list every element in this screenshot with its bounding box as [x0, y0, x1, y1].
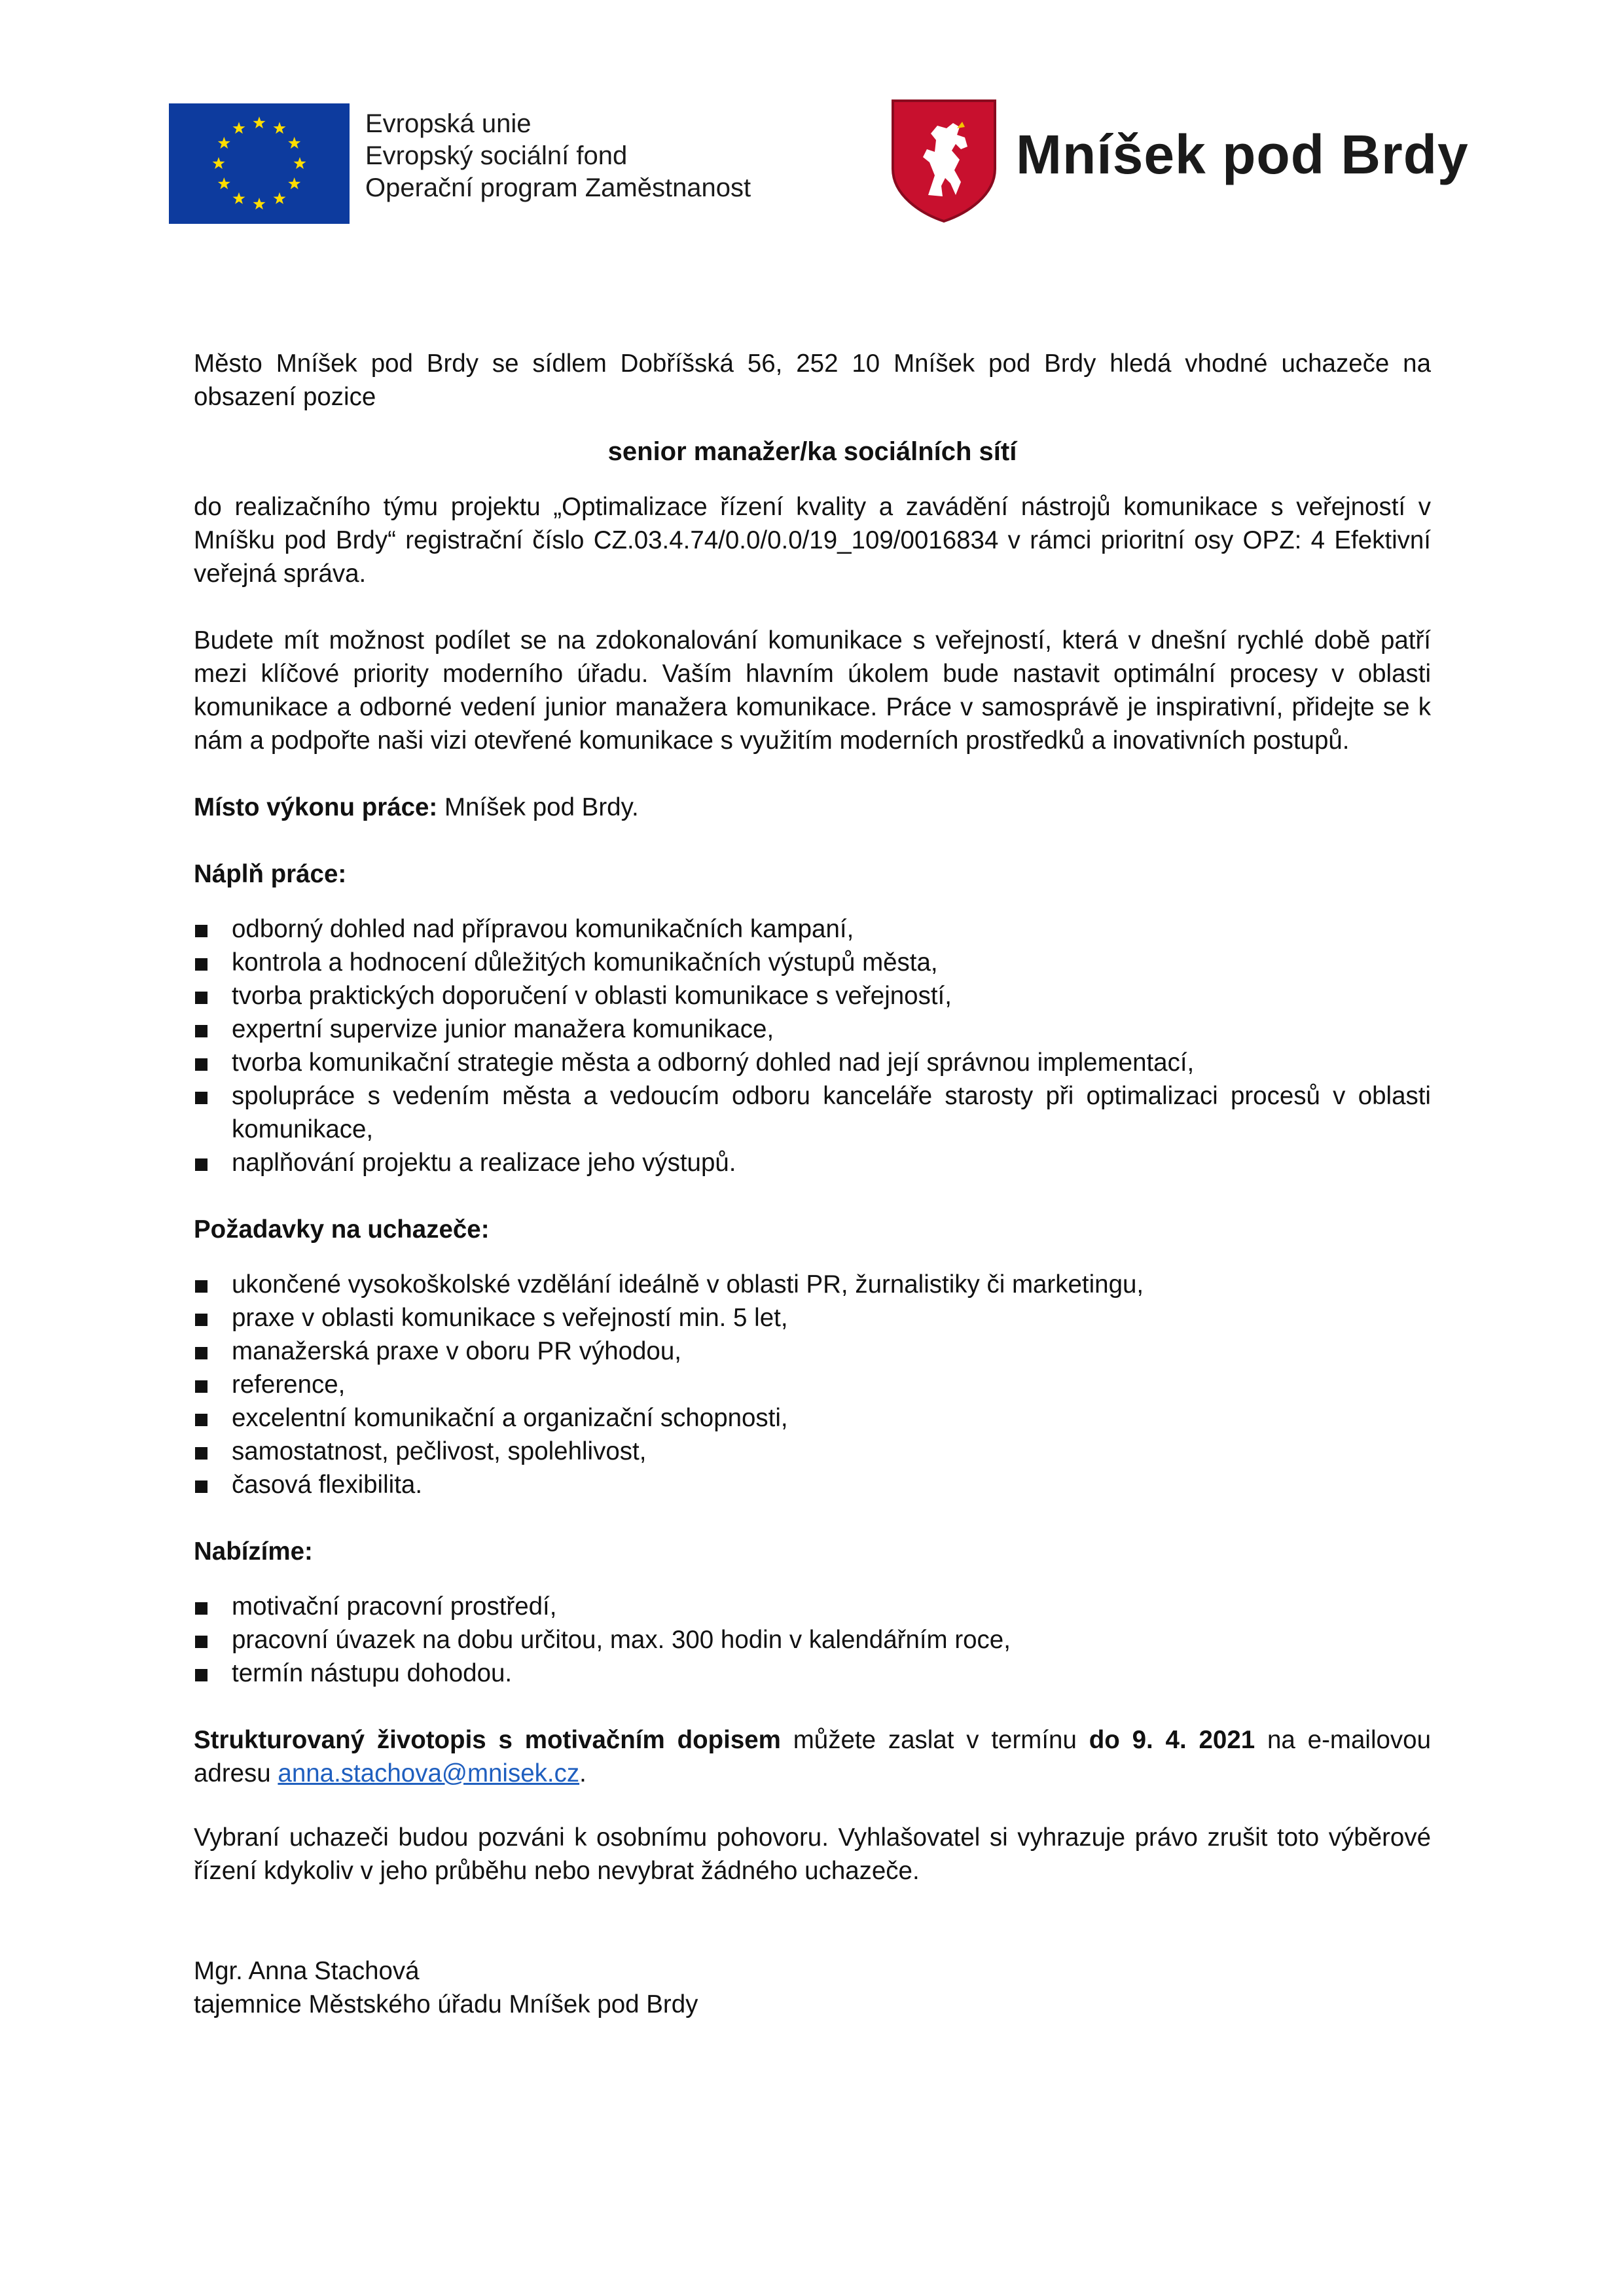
letterhead [0, 0, 1624, 275]
requirements-list [194, 1268, 1431, 1501]
project-paragraph: do realizačního týmu projektu „Optimalizace řízení kvality a zavádění nástrojů komunikace s veřejností v Mníšku pod Brdy“ registrační číslo CZ.03.4.74/0.0/0.0/19_109/0016834 v rámci prioritní osy OPZ: 4 Efektivní veřejná správa. [194, 493, 1431, 588]
requirement-item: manažerská praxe v oboru PR výhodou, [194, 1335, 1431, 1368]
closing-paragraph: Vybraní uchazeči budou pozváni k osobnímu pohovoru. Vyhlašovatel si vyhrazuje právo zrušit toto výběrové řízení kdykoliv v jeho průběhu nebo nevybrat žádného uchazeče. [194, 1823, 1431, 1885]
requirement-item: samostatnost, pečlivost, spolehlivost, [194, 1435, 1431, 1468]
application-deadline: do 9. 4. 2021 [1089, 1726, 1255, 1754]
duty-item: odborný dohled nad přípravou komunikačních kampaní, [194, 912, 1431, 946]
application-paragraph [194, 1723, 1431, 1790]
duties-heading: Náplň práce: [194, 860, 347, 888]
application-text-1: můžete zaslat v termínu [780, 1726, 1089, 1754]
duties-list [194, 912, 1431, 1179]
application-text-2: na e-mailovou adresu [194, 1726, 1431, 1787]
duty-item: naplňování projektu a realizace jeho výstupů. [194, 1146, 1431, 1179]
town-name: Mníšek pod Brdy [1016, 124, 1469, 185]
position-title: senior manažer/ka sociálních sítí [607, 437, 1017, 466]
town-crest-logo [889, 97, 999, 224]
eu-program-text [365, 108, 751, 204]
workplace-label: Místo výkonu práce: [194, 793, 438, 821]
eu-line-3: Operační program Zaměstnanost [365, 173, 751, 202]
duty-item: tvorba komunikační strategie města a odborný dohled nad její správnou implementací, [194, 1046, 1431, 1079]
signature-role: tajemnice Městského úřadu Mníšek pod Brdy [194, 1990, 698, 2018]
offer-item: pracovní úvazek na dobu určitou, max. 300 hodin v kalendářním roce, [194, 1623, 1431, 1657]
offer-list [194, 1590, 1431, 1690]
offer-item: termín nástupu dohodou. [194, 1657, 1431, 1690]
workplace-line [194, 791, 1431, 824]
requirements-heading: Požadavky na uchazeče: [194, 1215, 490, 1244]
signature-name: Mgr. Anna Stachová [194, 1957, 420, 1985]
eu-line-1: Evropská unie [365, 109, 532, 138]
document-body [194, 347, 1431, 2021]
duty-item: expertní supervize junior manažera komunikace, [194, 1013, 1431, 1046]
workplace-value: Mníšek pod Brdy. [437, 793, 639, 821]
duty-item: tvorba praktických doporučení v oblasti komunikace s veřejností, [194, 979, 1431, 1013]
duty-item: kontrola a hodnocení důležitých komunikačních výstupů města, [194, 946, 1431, 979]
intro-paragraph: Město Mníšek pod Brdy se sídlem Dobříšská 56, 252 10 Mníšek pod Brdy hledá vhodné uchazeče na obsazení pozice [194, 350, 1431, 411]
offer-heading: Nabízíme: [194, 1537, 313, 1566]
eu-flag-logo [169, 103, 350, 224]
offer-item: motivační pracovní prostředí, [194, 1590, 1431, 1623]
eu-line-2: Evropský sociální fond [365, 141, 628, 170]
requirement-item: praxe v oblasti komunikace s veřejností min. 5 let, [194, 1301, 1431, 1335]
duty-item: spolupráce s vedením města a vedoucím odboru kanceláře starosty při optimalizaci procesů v oblasti komunikace, [194, 1079, 1431, 1146]
requirement-item: excelentní komunikační a organizační schopnosti, [194, 1401, 1431, 1435]
requirement-item: reference, [194, 1368, 1431, 1401]
description-paragraph: Budete mít možnost podílet se na zdokonalování komunikace s veřejností, která v dnešní rychlé době patří mezi klíčové priority moderního úřadu. Vaším hlavním úkolem bude nastavit optimální procesy v oblasti komunikace a odborné vedení junior manažera komunikace. Práce v samosprávě je inspirativní, přidejte se k nám a podpořte naši vizi otevřené komunikace s využitím moderních prostředků a inovativních postupů. [194, 626, 1431, 755]
requirement-item: ukončené vysokoškolské vzdělání ideálně v oblasti PR, žurnalistiky či marketingu, [194, 1268, 1431, 1301]
email-link[interactable]: anna.stachova@mnisek.cz [278, 1759, 580, 1787]
requirement-item: časová flexibilita. [194, 1468, 1431, 1501]
application-text-3: . [579, 1759, 586, 1787]
application-bold-start: Strukturovaný životopis s motivačním dopisem [194, 1726, 781, 1754]
